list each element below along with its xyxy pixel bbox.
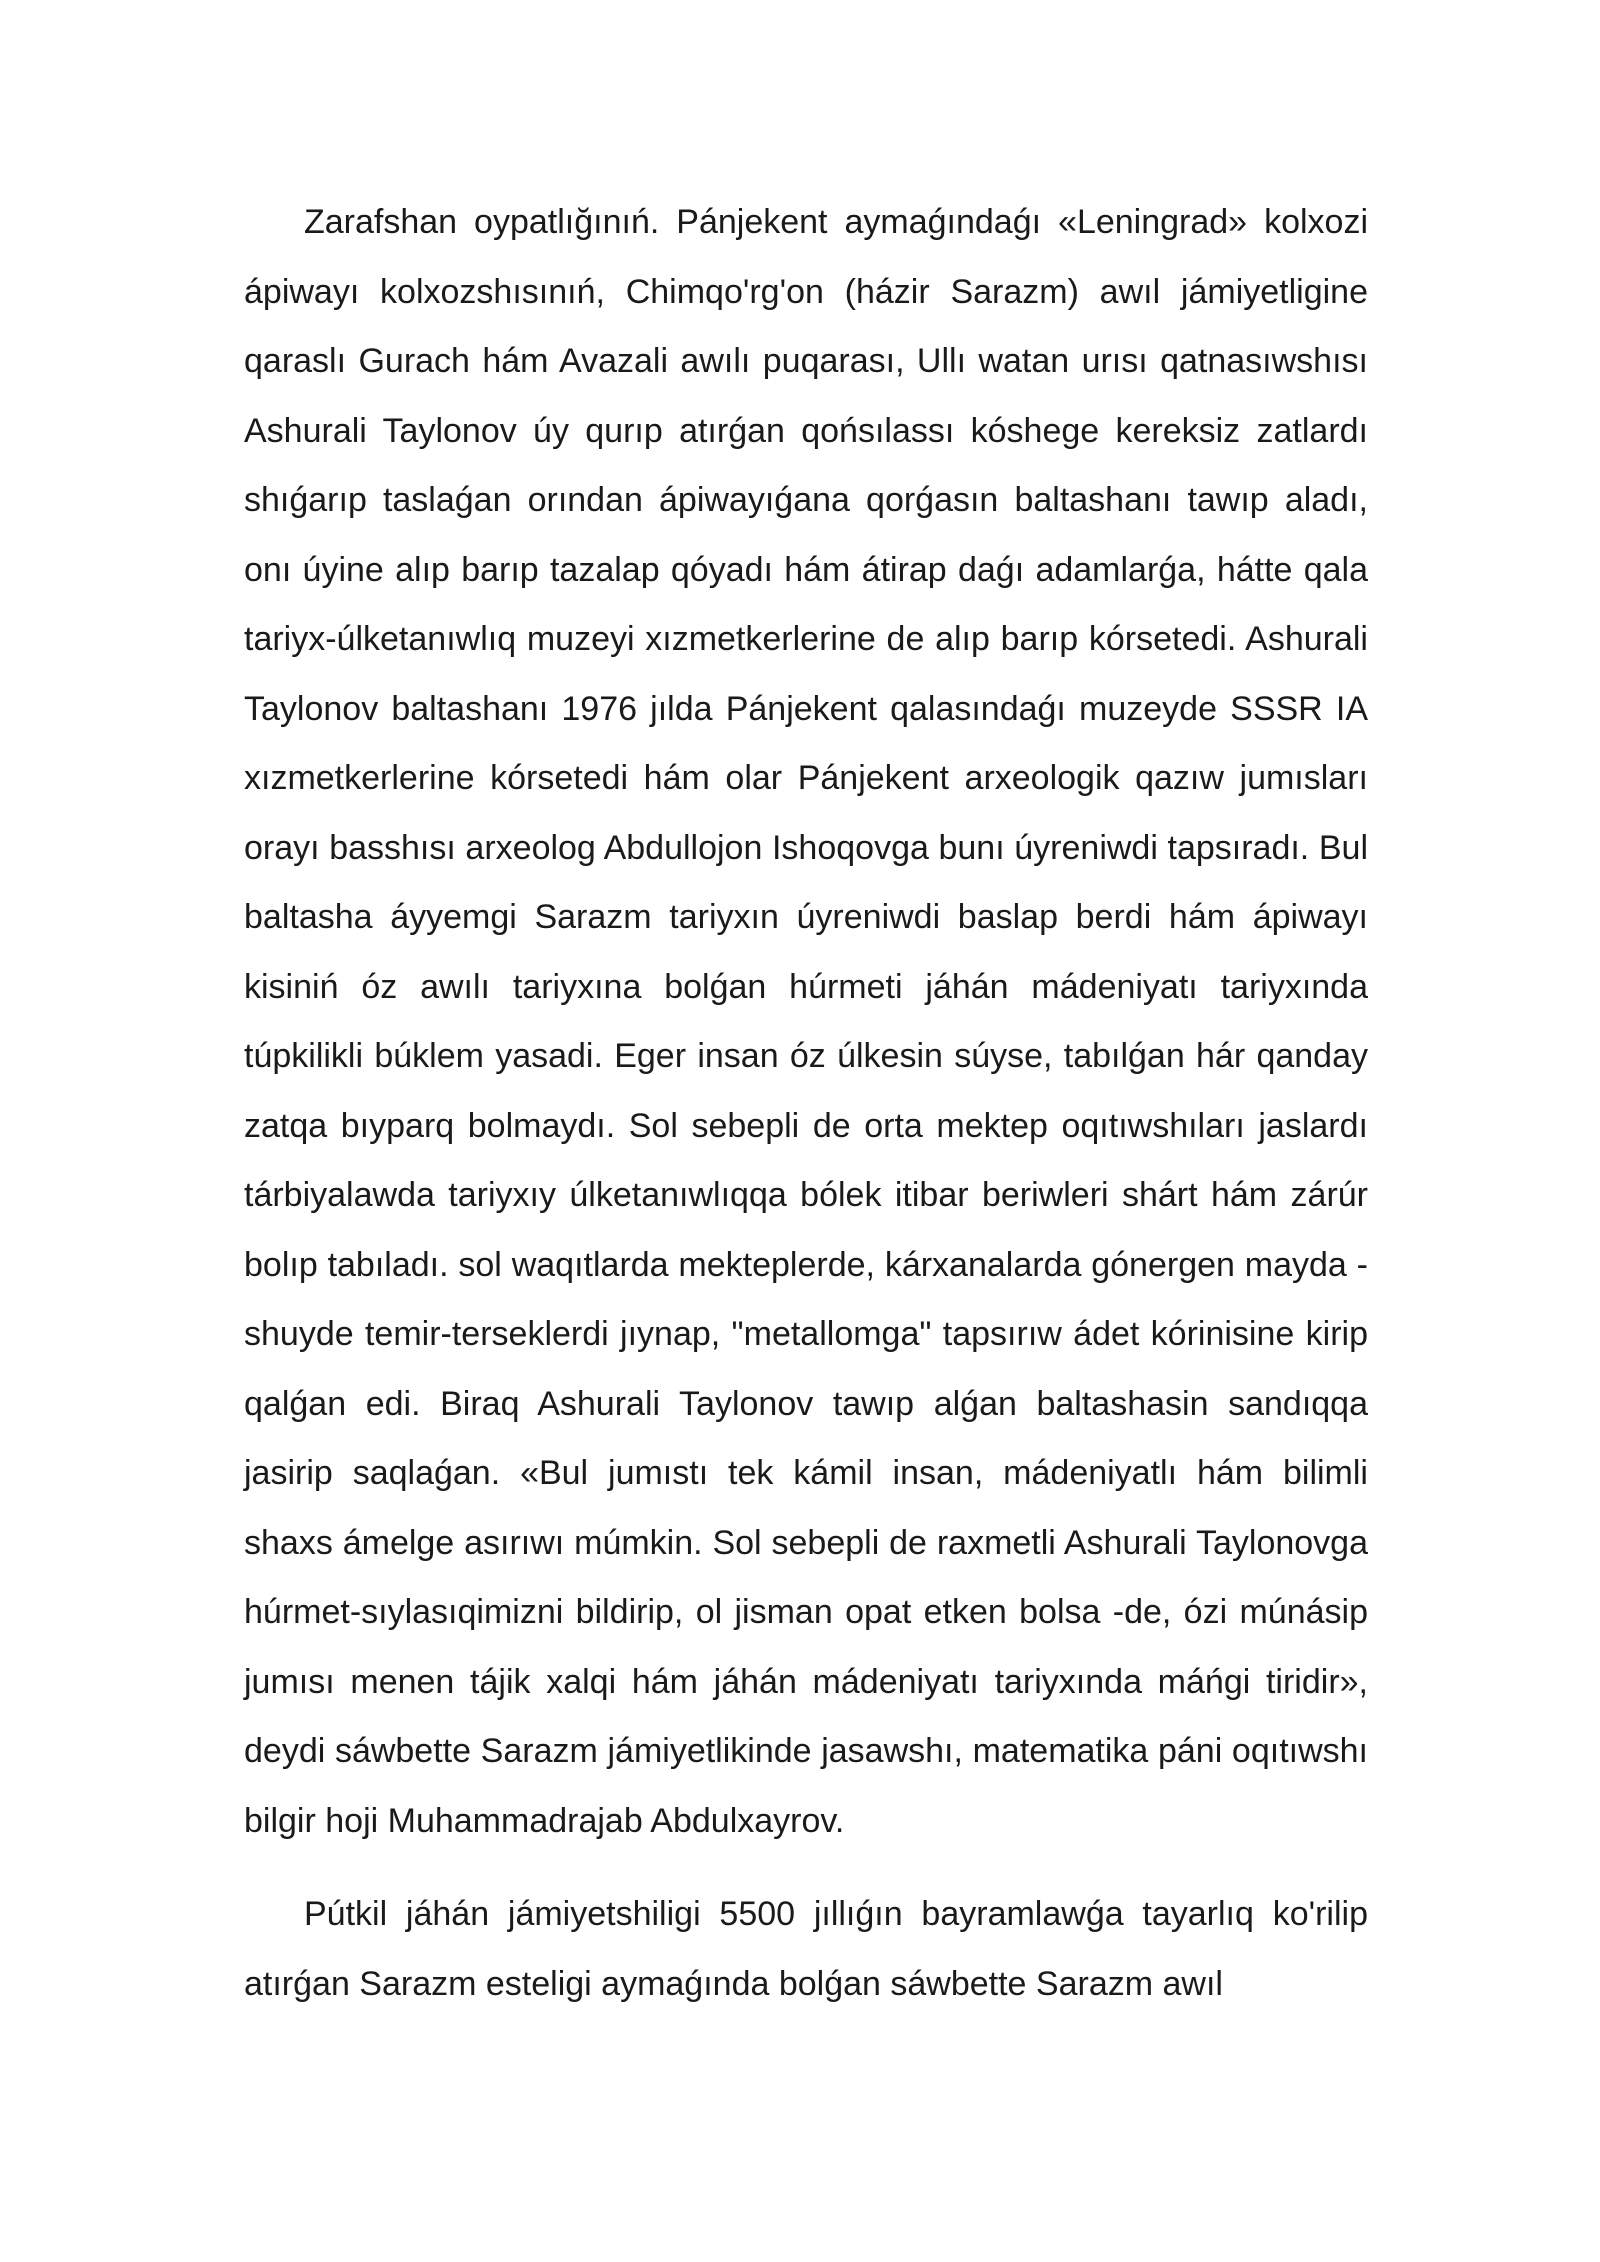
document-body [244,188,1368,2019]
paragraph-2: Pútkil jáhán jámiyetshiligi 5500 jıllıǵın bayramlawǵa tayarlıq ko'rilip atırǵan Sarazm esteligi aymaǵında bolǵan sáwbette Sarazm awıl [244,1895,1368,2003]
paragraph-1: Zarafshan oypatlığınıń. Pánjekent aymaǵındaǵı «Leningrad» kolxozi ápiwayı kolxozshısınıń, Chimqo'rg'on (házir Sarazm) awıl jámiyetligine qaraslı Gurach hám Avazali awılı puqarası, Ullı watan urısı qatnasıwshısı Ashurali Taylonov úy qurıp atırǵan qońsılassı kóshege kereksiz zatlardı shıǵarıp taslaǵan orından ápiwayıǵana qorǵasın baltashanı tawıp aladı, onı úyine alıp barıp tazalap qóyadı hám átirap daǵı adamlarǵa, hátte qala tariyx-úlketanıwlıq muzeyi xızmetkerlerine de alıp barıp kórsetedi. Ashurali Taylonov baltashanı 1976 jılda Pánjekent qalasındaǵı muzeyde SSSR IA xızmetkerlerine kórsetedi hám olar Pánjekent arxeologik qazıw jumısları orayı basshısı arxeolog Abdullojon Ishoqovga bunı úyreniwdi tapsıradı. Bul baltasha áyyemgi Sarazm tariyxın úyreniwdi baslap berdi hám ápiwayı kisiniń óz awılı tariyxına bolǵan húrmeti jáhán mádeniyatı tariyxında túpkilikli búklem yasadi. Eger insan óz úlkesin súyse, tabılǵan hár qanday zatqa bıyparq bolmaydı. Sol sebepli de orta mektep oqıtıwshıları jaslardı tárbiyalawda tariyxıy úlketanıwlıqqa bólek itibar beriwleri shárt hám zárúr bolıp tabıladı. sol waqıtlarda mekteplerde, kárxanalarda gónergen mayda -shuyde temir-terseklerdi jıynap, "metallomga" tapsırıw ádet kórinisine kirip qalǵan edi. Biraq Ashurali Taylonov tawıp alǵan baltashasin sandıqqa jasirip saqlaǵan. «Bul jumıstı tek kámil insan, mádeniyatlı hám bilimli shaxs ámelge asırıwı múmkin. Sol sebepli de raxmetli Ashurali Taylonovga húrmet-sıylasıqimizni bildirip, ol jisman opat etken bolsa -de, ózi múnásip jumısı menen tájik xalqi hám jáhán mádeniyatı tariyxında máńgi tiridir», deydi sáwbette Sarazm jámiyetlikinde jasawshı, matematika páni oqıtıwshı bilgir hoji Muhammadrajab Abdulxayrov. [244,203,1368,1840]
